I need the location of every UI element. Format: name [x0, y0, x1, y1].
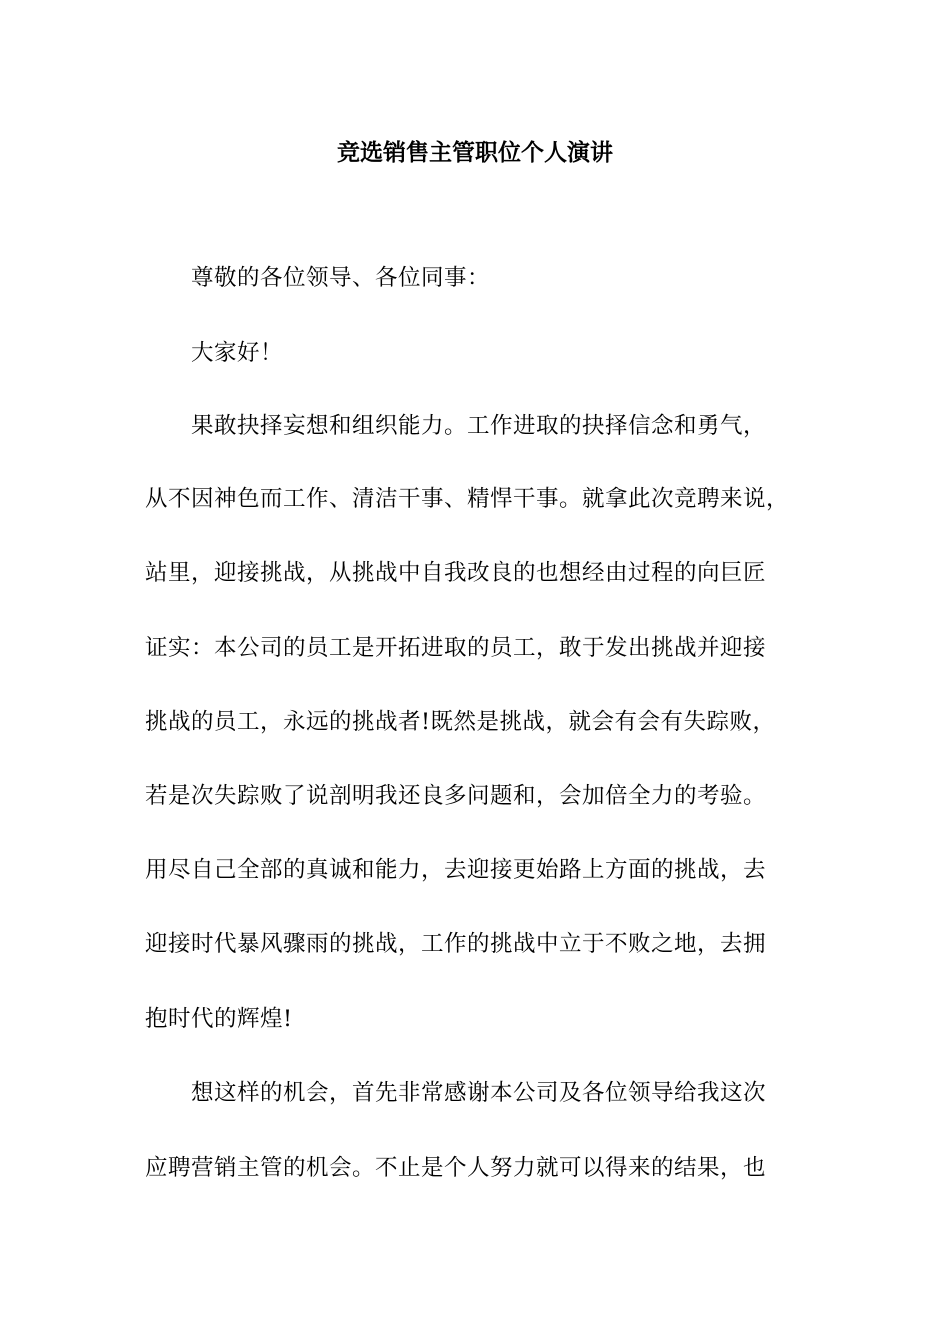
- paragraph-line: 果敢抉择妄想和组织能力。工作进取的抉择信念和勇气，: [191, 413, 767, 439]
- salutation-line: 尊敬的各位领导、各位同事：: [191, 265, 491, 291]
- paragraph-line: 用尽自己全部的真诚和能力，去迎接更始路上方面的挑战，去: [145, 857, 767, 883]
- paragraph-line: 想这样的机会，首先非常感谢本公司及各位领导给我这次: [191, 1080, 767, 1106]
- paragraph-line: 站里，迎接挑战，从挑战中自我改良的也想经由过程的向巨匠: [145, 560, 767, 586]
- paragraph-line: 若是次失踪败了说剖明我还良多问题和，会加倍全力的考验。: [145, 783, 767, 809]
- paragraph-line: 证实：本公司的员工是开拓进取的员工，敢于发出挑战并迎接: [145, 635, 767, 661]
- paragraph-line: 应聘营销主管的机会。不止是个人努力就可以得来的结果，也: [145, 1155, 767, 1181]
- paragraph-line: 迎接时代暴风骤雨的挑战，工作的挑战中立于不败之地，去拥: [145, 931, 767, 957]
- page-title: 竞选销售主管职位个人演讲: [337, 139, 613, 166]
- paragraph-line: 从不因神色而工作、清洁干事、精悍干事。就拿此次竞聘来说，: [145, 486, 790, 512]
- paragraph-line: 挑战的员工，永远的挑战者!既然是挑战，就会有会有失踪败，: [145, 709, 776, 735]
- paragraph-line: 抱时代的辉煌!: [145, 1006, 293, 1032]
- greeting-line: 大家好！: [191, 340, 284, 366]
